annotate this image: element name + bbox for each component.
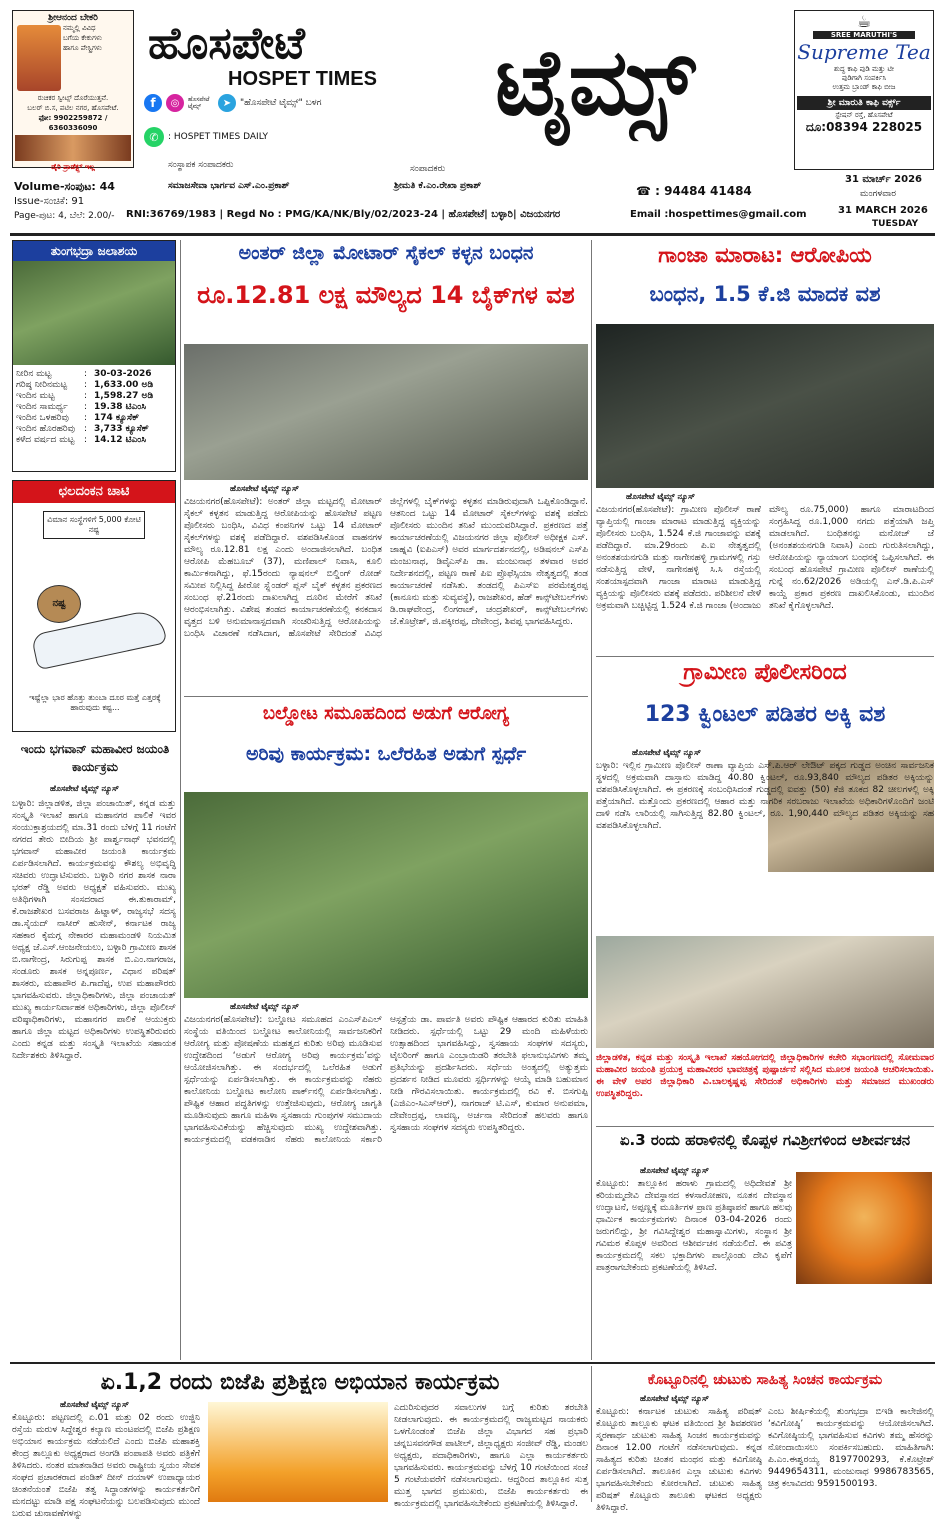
balldota-byline: ಹೊಸಪೇಟೆ ಟೈಮ್ಸ್ ನ್ಯೂಸ್ [230,1002,299,1011]
haralihalli-body: ಕೊಟ್ಟೂರು: ತಾಲ್ಲೂಕಿನ ಹರಾಳು ಗ್ರಾಮದಲ್ಲಿ ಅಧಿದೇವತೆ ಶ್ರೀ ಕರಿಯಮ್ಮದೇವಿ ದೇವಸ್ಥಾನದ ಕಳಸಾರೋಹಣ, ನೂತನ ದೇವಸ್ಥಾನ ಉದ್ಘಾಟನೆ, ಅಪ್ಪಣ್ಣಕ್ಕೆ ಮೂರ್ತಿಗಳ ಪ್ರಾಣ ಪ್ರತಿಷ್ಠಾಪನೆ ಹಾಗೂ ಹಲವು ಧಾರ್ಮಿಕ ಕಾರ್ಯಕ್ರಮಗಳು ದಿನಾಂಕ 03-04-2026 ರಂದು ಜರುಗಲಿದ್ದು, ಶ್ರೀ ಗವಿಸಿದ್ದೇಶ್ವರ ಮಹಾಸ್ವಾಮಿಗಳು, ಸಂಸ್ಥಾನ ಶ್ರೀ ಗವಿಮಠ ಕೊಪ್ಪಳ ಅವರಿಂದ ಆಶೀರ್ವಚನ ನಡೆಯಲಿದೆ. ಈ ಪವಿತ್ರ ಕಾರ್ಯಕ್ರಮದಲ್ಲಿ ಸಕಲ ಭಕ್ತಾದಿಗಳು ಪಾಲ್ಗೊಂಡು ದೇವಿ ಕೃಪೆಗೆ ಪಾತ್ರರಾಗಬೇಕೆಂದು ಪ್ರಕಟಣೆಯಲ್ಲಿ ತಿಳಿಸಿದೆ. [596,1179,792,1273]
cartoon-bag: ನಷ್ಟ [37,585,81,623]
bakery-ad-phone: ಫೋ: 9902259872 / 6360336090 [38,114,108,132]
balldota-photo [184,792,588,998]
balldota-headline-1: ಬಲ್ಡೋಟ ಸಮೂಹದಿಂದ ಅಡುಗೆ ಆರೋಗ್ಯ [262,703,510,724]
dam-row: ಇಂದಿನ ಹೊರಹರಿವು : 3,733 ಕ್ಯೂಸೆಕ್ [16,424,149,434]
jayanti-rule [596,1126,934,1127]
bjp-body-right: ಎದುರಿಸುವುದರ ಸವಾಲುಗಳ ಬಗ್ಗೆ ಕುರಿತು ತರಬೇತಿ ನೀಡಲಾಗುವುದು. ಈ ಕಾರ್ಯಕ್ರಮದಲ್ಲಿ ರಾಜ್ಯಮಟ್ಟದ ನಾಯಕರು ಒಳಗೊಂಡಂತೆ ಬಿಜೆಪಿ ಜಿಲ್ಲಾ ವಿಭಾಗದ ಸಹ ಪ್ರಭಾರಿ ಚನ್ನಬಸವನಗೌಡ ಪಾಟೀಲ್, ಜಿಲ್ಲಾಧ್ಯಕ್ಷರು ಸಂಜೀವ್ ರೆಡ್ಡಿ, ಮಂಡಲ ಅಧ್ಯಕ್ಷರು, ಪದಾಧಿಕಾರಿಗಳು, ಹಾಗೂ ಎಲ್ಲಾ ಕಾರ್ಯಕರ್ತರು ಭಾಗವಹಿಸುವರು. ಕಾರ್ಯಕ್ರಮವನ್ನು ಬೆಳಗ್ಗೆ 10 ಗಂಟೆಯಿಂದ ಸಂಜೆ 5 ಗಂಟೆಯವರೆಗೆ ನಡೆಸಲಾಗುವುದು. ಆದ್ದರಿಂದ ತಾಲ್ಲೂಕಿನ ಸುತ್ತ ಮುತ್ತ ಭಾಗದ ಪ್ರಮುಖರು, ಬಿಜೆಪಿ ಕಾರ್ಯಕರ್ತರು ಈ ಕಾರ್ಯಕ್ರಮದಲ್ಲಿ ಭಾಗವಹಿಸಬೇಕೆಂದು ಪ್ರಕಟಣೆಯಲ್ಲಿ ತಿಳಿಸಿದ್ದಾರೆ. [394,1403,588,1509]
cartoon-caption: ಇಷ್ಟೆಲ್ಲಾ ಭಾರ ಹೊತ್ತು ತುಂಬಾ ದೂರ ಮತ್ತೆ ಎತ್ತರಕ್ಕೆ ಹಾರುವುದು ಕಷ್ಟ... [29,693,161,712]
bike-body: ವಿಜಯನಗರ(ಹೊಸಪೇಟೆ): ಅಂತರ್ ಜಿಲ್ಲಾ ಮಟ್ಟದಲ್ಲಿ ಮೋಟಾರ್ ಸೈಕಲ್ ಕಳ್ಳತನ ಮಾಡುತ್ತಿದ್ದ ಆರೋಪಿಯನ್ನು ಹೊಸಪೇಟೆ ಪಟ್ಟಣ ಪೊಲೀಸರು ಬಂಧಿಸಿ, ವಿವಿಧ ಕಂಪನಿಗಳ ಒಟ್ಟು 14 ಮೋಟಾರ್ ಸೈಕಲ್‌ಗಳನ್ನು ವಶಕ್ಕೆ ಪಡೆದಿದ್ದಾರೆ. ವಶಪಡಿಸಿಕೊಂಡ ವಾಹನಗಳ ಮೌಲ್ಯ ರೂ.12.81 ಲಕ್ಷ ಎಂದು ಅಂದಾಜಿಸಲಾಗಿದೆ. ಬಂಧಿತ ಆರೋಪಿ ಮೆಹಬೂಬ್ (37), ಮಣಿಪಾಲ್ ನಿವಾಸಿ, ಕೂಲಿ ಕಾರ್ಮಿಕನಾಗಿದ್ದು, ಫೆ.15ರಂದು ನ್ಯಾಷನಲ್ ಬಿಲ್ಡಿಂಗ್ ರೋಡ್ ಸಮೀಪ ನಿಲ್ಲಿಸಿದ್ದ ಹೀರೋ ಸ್ಪ್ಲೆಂಡರ್ ಪ್ಲಸ್ ಬೈಕ್ ಕಳ್ಳತನ ಪ್ರಕರಣದ ಸಂಬಂಧ ಫೆ.21ರಂದು ದಾಖಲಾಗಿದ್ದ ದೂರಿನ ಮೇರೆಗೆ ತನಿಖೆ ಆರಂಭಿಸಲಾಗಿತ್ತು. ವಿಶೇಷ ತಂಡದ ಕಾರ್ಯಾಚರಣೆಯಲ್ಲಿ ಕನಕದಾಸ ವೃತ್ತದ ಬಳಿ ಅನುಮಾನಾಸ್ಪದವಾಗಿ ಸಂಚರಿಸುತ್ತಿದ್ದ ಆರೋಪಿಯನ್ನು ಬಂಧಿಸಿ ವಿಚಾರಣೆ ನಡೆಸಿದಾಗ, ಹೊಸಪೇಟೆ ಸೇರಿದಂತೆ ವಿವಿಧ ಜಿಲ್ಲೆಗಳಲ್ಲಿ ಬೈಕ್‌ಗಳನ್ನು ಕಳ್ಳತನ ಮಾಡಿರುವುದಾಗಿ ಒಪ್ಪಿಕೊಂಡಿದ್ದಾನೆ. ಆತನಿಂದ ಒಟ್ಟು 14 ಮೋಟಾರ್ ಸೈಕಲ್‌ಗಳನ್ನು ವಶಕ್ಕೆ ಪಡೆದು ಪೊಲೀಸರು ಮುಂದಿನ ತನಿಖೆ ಮುಂದುವರಿಸಿದ್ದಾರೆ. ಪ್ರಕರಣದ ಪತ್ತೆ ಕಾರ್ಯಾಚರಣೆಯಲ್ಲಿ ವಿಜಯನಗರ ಜಿಲ್ಲಾ ಪೊಲೀಸ್ ಅಧೀಕ್ಷಕ ಎಸ್. ಜಾಹ್ನವಿ (ಐಪಿಎಸ್) ಅವರ ಮಾರ್ಗದರ್ಶನದಲ್ಲಿ, ಅಡಿಷನಲ್ ಎಸ್‌ಪಿ ಮಂಜುನಾಥ, ಡಿವೈಎಸ್‌ಪಿ ಡಾ. ಮಂಜುನಾಥ ತಳವಾರ ಅವರ ನಿರ್ದೇಶನದಲ್ಲಿ, ಪಟ್ಟಣ ಠಾಣೆ ಪಿಐ ಪ್ರೊಫೆಸ್ಸಿಯಾ ನೇತೃತ್ವದಲ್ಲಿ ತಂಡ ಕಾರ್ಯಾಚರಣೆ ನಡೆಸಿತು. ತಂಡದಲ್ಲಿ ಪಿಎಸ್‌ಐ ಪರಮೇಶ್ವರಪ್ಪ (ಕಾನೂನು ಮತ್ತು ಸುವ್ಯವಸ್ಥೆ), ರಾಜಶೇಖರ, ಹೆಡ್ ಕಾನ್ಸ್‌ಟೇಬಲ್‌ಗಳು ಡಿ.ರಾಘವೇಂದ್ರ, ಲಿಂಗರಾಜ್, ಚಂದ್ರಶೇಖರ್, ಕಾನ್ಸ್‌ಟೇಬಲ್‌ಗಳು ಜೆ.ಕೊಟ್ರೇಶ್, ಜಿ.ಪಕ್ಕೀರಪ್ಪ, ದೇವೇಂದ್ರ, ಶಿವಪ್ಪ ಭಾಗವಹಿಸಿದ್ದರು. [184,497,588,639]
issue-pages: Page-ಪುಟ: 4, ಬೆಲೆ: 2.00/- [14,211,115,221]
cake-image [17,25,61,91]
editor-name: ಶ್ರೀಮತಿ ಕೆ.ಎಂ.ರೇಖಾ ಪ್ರಕಾಶ್ [394,181,482,191]
bakery-ad-line: ಡೈರಿ ಪ್ರಾಡೆಕ್ಟ್ಸ್ ಇಲ್ಲ [51,163,95,171]
bjp-headline: ಏ.1,2 ರಂದು ಬಿಜೆಪಿ ಪ್ರಶಿಕ್ಷಣ ಅಭಿಯಾನ ಕಾರ್ಯಕ್ರಮ [100,1370,500,1395]
registration-line: RNI:36769/1983 | Regd No : PMG/KA/NK/Bly/02/2023-24 | ಹೊಸಪೇಟೆ| ಬಳ್ಳಾರಿ| ವಿಜಯನಗರ [126,209,561,220]
bjp-byline: ಹೊಸಪೇಟೆ ಟೈಮ್ಸ್ ನ್ಯೂಸ್ [60,1400,129,1409]
haralihalli-headline: ಏ.3 ರಂದು ಹರಾಳಿನಲ್ಲಿ ಕೊಪ್ಪಳ ಗವಿಶ್ರೀಗಳಿಂದ ಆಶೀರ್ವಚನ [619,1131,911,1149]
dam-row: ಇಂದಿನ ಸಾಮರ್ಥ್ಯ : 19.38 ಟಿಎಂಸಿ [16,402,147,412]
phone-number[interactable]: ☎ : 94484 41484 [636,184,752,198]
dam-table [13,365,175,450]
bike-byline: ಹೊಸಪೇಟೆ ಟೈಮ್ಸ್ ನ್ಯೂಸ್ [230,484,299,493]
issue-number: Issue-ಸಂಚಿಕೆ: 91 [14,196,85,207]
dam-photo [13,261,175,365]
date-english: 31 MARCH 2026 [838,205,928,216]
tea-company: ಶ್ರೀ ಮಾರುತಿ ಕಾಫಿ ವರ್ಕ್ಸ್ [797,96,931,110]
ganja-rule [596,656,934,657]
whatsapp-label: : HOSPET TIMES DAILY [168,132,269,142]
tea-brand: Supreme Tea [797,40,931,64]
ganja-headline-2: ಬಂಧನ, 1.5 ಕೆ.ಜಿ ಮಾದಕ ವಶ [649,282,881,306]
mahaveer-body: ಬಳ್ಳಾರಿ: ಜಿಲ್ಲಾಡಳಿತ, ಜಿಲ್ಲಾ ಪಂಚಾಯಿತ್, ಕನ್ನಡ ಮತ್ತು ಸಂಸ್ಕೃತಿ ಇಲಾಖೆ ಹಾಗೂ ಮಹಾನಗರ ಪಾಲಿಕೆ ಇವರ ಸಂಯುಕ್ತಾಶ್ರಯದಲ್ಲಿ ಮಾ.31 ರಂದು ಬೆಳಗ್ಗೆ 11 ಗಂಟೆಗೆ ನಗರದ ತೇರು ಬೀದಿಯ ಶ್ರೀ ಪಾರ್ಶ್ವನಾಥ್ ಭವನದಲ್ಲಿ ಭಗವಾನ್ ಮಹಾವೀರ ಜಯಂತಿ ಕಾರ್ಯಕ್ರಮ ಏರ್ಪಡಿಸಲಾಗಿದೆ. ಕಾರ್ಯಕ್ರಮವನ್ನು ಕೌಶಲ್ಯ ಅಭಿವೃದ್ಧಿ ಸಚಿವರು ಉದ್ಘಾಟಿಸುವರು. ಬಳ್ಳಾರಿ ನಗರ ಶಾಸಕ ನಾರಾ ಭರತ್ ರೆಡ್ಡಿ ಅವರು ಅಧ್ಯಕ್ಷತೆ ವಹಿಸುವರು. ಮುಖ್ಯ ಅತಿಥಿಗಳಾಗಿ ಸಂಸದರಾದ ಈ.ತುಕಾರಾಮ್, ಕೆ.ರಾಜಶೇಖರ ಬಸವರಾಜ ಹಿಟ್ನಾಳ್, ರಾಜ್ಯಸಭೆ ಸದಸ್ಯ ಡಾ.ಸೈಯದ್ ನಾಸೀರ್ ಹುಸೇನ್, ಕರ್ನಾಟಕ ರಾಜ್ಯ ಸಹಕಾರ ಕೈಮಗ್ಗ ನೇಕಾರರ ಮಹಾಮಂಡಳಿ ನಿಯಮಿತ ಅಧ್ಯಕ್ಷ ಜೆ.ಎಸ್.ಆಂಜನೇಯಲು, ಬಳ್ಳಾರಿ ಗ್ರಾಮೀಣ ಶಾಸಕ ಬಿ.ನಾಗೇಂದ್ರ, ಸಿರುಗುಪ್ಪ ಶಾಸಕ ಬಿ.ಎಂ.ನಾಗರಾಜ, ಸಂಡೂರು ಶಾಸಕ ಅನ್ನಪೂರ್ಣ, ವಿಧಾನ ಪರಿಷತ್ ಶಾಸಕರು, ಮಹಾಪೌರ ಪಿ.ಗಾದೆಪ್ಪ, ಉಪ ಮಹಾಪೌರರು ಭಾಗವಹಿಸುವರು. ಜಿಲ್ಲಾಧಿಕಾರಿಗಳು, ಜಿಲ್ಲಾ ಪಂಚಾಯತ್ ಮುಖ್ಯ ಕಾರ್ಯನಿರ್ವಾಹಕ ಅಧಿಕಾರಿಗಳು, ಜಿಲ್ಲಾ ಪೊಲೀಸ್ ವರಿಷ್ಠಾಧಿಕಾರಿಗಳು, ಮಹಾನಗರ ಪಾಲಿಕೆ ಆಯುಕ್ತರು ಹಾಗೂ ಜಿಲ್ಲಾ ಮಟ್ಟದ ಅಧಿಕಾರಿಗಳು ಉಪಸ್ಥಿತರಿರುವರು ಎಂದು ಕನ್ನಡ ಮತ್ತು ಸಂಸ್ಕೃತಿ ಇಲಾಖೆಯ ಸಹಾಯಕ ನಿರ್ದೇಶಕರು ತಿಳಿಸಿದ್ದಾರೆ. [12,799,176,1061]
dam-row: ನೀರಿನ ಮಟ್ಟ : 30-03-2026 [16,369,152,379]
cartoon-box [12,480,176,732]
bike-headline-2: ರೂ.12.81 ಲಕ್ಷ ಮೌಲ್ಯದ 14 ಬೈಕ್‌ಗಳ ವಶ [197,281,575,309]
masthead-rule [10,233,935,236]
rice-byline: ಹೊಸಪೇಟೆ ಟೈಮ್ಸ್ ನ್ಯೂಸ್ [632,748,701,757]
haralihalli-byline: ಹೊಸಪೇಟೆ ಟೈಮ್ಸ್ ನ್ಯೂಸ್ [640,1166,709,1175]
masthead-title-right: ಟೈಮ್ಸ್ [495,28,695,136]
tea-ad[interactable] [794,10,934,170]
founder-label: ಸಂಸ್ಥಾಪಕ ಸಂಪಾದಕರು [168,160,234,170]
dam-title: ತುಂಗಭದ್ರಾ ಜಲಾಶಯ [13,241,175,261]
bakery-ad[interactable] [12,10,134,171]
rice-headline-2: 123 ಕ್ವಿಂಟಲ್ ಪಡಿತರ ಅಕ್ಕಿ ವಶ [644,702,886,727]
dam-row: ಗರಿಷ್ಠ ನೀರಿನಮಟ್ಟ : 1,633.00 ಅಡಿ [16,380,154,390]
bjp-person-photo [208,1402,388,1502]
tea-phone: ದೂ:08394 228025 [805,120,923,134]
sahitya-body-right: ಎಂಬ ಶೀರ್ಷಿಕೆಯಲ್ಲಿ ತುಂಗಭದ್ರಾ ಬಿಇಡಿ ಕಾಲೇಜಿನಲ್ಲಿ ‘ಕವಿಗೋಷ್ಠಿ’ ಕಾರ್ಯಕ್ರಮವನ್ನು ಆಯೋಜಿಸಲಾಗಿದೆ. ಕವಿಗೋಷ್ಠಿಯಲ್ಲಿ ಭಾಗವಹಿಸುವ ಕವಿಗಳು ತಮ್ಮ ಹೆಸರನ್ನು ನೋಂದಾಯಿಸಲು ಸಂಪರ್ಕಿಸಬಹುದು. ಮಾಹಿತಿಗಾಗಿ: ಪಿ.ಎಂ.ಈಶ್ವರಯ್ಯ 8197700293, ಕೆ.ಕೊಟ್ರೇಶ್ 9449654311, ಮಂಜುನಾಥ 9986783565, ಚಿತ್ರ ಕಲಾವಿದರು 9591500193. [768,1407,934,1489]
bike-photo [184,344,588,480]
bakery-ad-line: ರುಚಿಕರ ಸ್ವೀಟ್ಸ್ ದೊರೆಯುತ್ತವೆ. [37,94,109,102]
rice-headline-1: ಗ್ರಾಮೀಣ ಪೊಲೀಸರಿಂದ [683,660,847,685]
bakery-ad-line: ಶ್ರೀಆನಂದ ಬೇಕರಿ [48,13,98,23]
social-badge: ಹೊಸಪೇಟೆ ಟೈಮ್ಸ್ [188,96,210,110]
social-handle: "ಹೊಸಪೇಟೆ ಟೈಮ್ಸ್" ಬಳಗ [240,98,322,108]
dam-box [12,240,176,472]
bottom-column-rule [591,1366,592,1502]
masthead-title-english: HOSPET TIMES [228,68,377,90]
balldota-headline-2: ಅರಿವು ಕಾರ್ಯಕ್ರಮ: ಒಲೆರಹಿತ ಅಡುಗೆ ಸ್ಪರ್ಧೆ [245,743,527,765]
bakery-ad-line: ನಮ್ಮಲ್ಲಿ ವಿವಿಧ [63,24,96,32]
facebook-icon[interactable]: f [144,94,162,112]
bakery-ad-line: ಬಲರ್‌ ಬಿ.ಸ, ಪಟಿಲ ನಗರ, ಹೊಸಪೇಟೆ. [27,104,119,112]
rice-body: ಬಳ್ಳಾರಿ: ಇಲ್ಲಿನ ಗ್ರಾಮೀಣ ಪೊಲೀಸ್ ಠಾಣಾ ವ್ಯಾಪ್ತಿಯ ಎಸ್.ಪಿ.ಆರ್ ಲೇಔಟ್ ಪಕ್ಕದ ಗುಡ್ಡದ ಅಂಚಿನ ಸಾರ್ವಜನಿಕ ಸ್ಥಳದಲ್ಲಿ ಅಕ್ರಮವಾಗಿ ದಾಸ್ತಾನು ಮಾಡಿದ್ದ 40.80 ಕ್ವಿಂಟಲ್, ರೂ.93,840 ಮೌಲ್ಯದ ಪಡಿತರ ಅಕ್ಕಿಯನ್ನು ವಶಪಡಿಸಿಕೊಳ್ಳಲಾಗಿದೆ. ಈ ಪ್ರಕರಣಕ್ಕೆ ಸಂಬಂಧಿಸಿದಂತೆ ಗುಡ್ಡದಲ್ಲಿ ಐವತ್ತು (50) ಕೆಜಿ ತೂಕದ 82 ಚೀಲಗಳಲ್ಲಿ ಅಕ್ಕಿ ಪತ್ತೆಯಾಗಿದೆ. ಮತ್ತೊಂದು ಪ್ರಕರಣದಲ್ಲಿ ಆಹಾರ ಮತ್ತು ನಾಗರಿಕ ಸರಬರಾಜು ಇಲಾಖೆಯ ಅಧಿಕಾರಿಗಳೊಂದಿಗೆ ಜಂಟಿ ದಾಳಿ ನಡೆಸಿ ಲಾರಿಯಲ್ಲಿ ಸಾಗಿಸುತ್ತಿದ್ದ 82.80 ಕ್ವಿಂಟಲ್, ರೂ. 1,90,440 ಮೌಲ್ಯದ ಪಡಿತರ ಅಕ್ಕಿಯನ್ನು ಸಹ ವಶಪಡಿಸಿಕೊಳ್ಳಲಾಗಿದೆ. [596,761,934,831]
tea-ad-line: ಉತ್ತಮ ಬ್ರಾಂಡ್ ಕಾಫಿ ಬೀಜ [832,83,896,91]
masthead-title-left: ಹೊಸಪೇಟೆ [148,18,305,69]
day-english: TUESDAY [872,219,919,229]
date-kannada: 31 ಮಾರ್ಚ್ 2026 [845,174,923,185]
editor-label: ಸಂಪಾದಕರು [410,164,446,174]
ganja-body: ವಿಜಯನಗರ(ಹೊಸಪೇಟೆ): ಗ್ರಾಮೀಣ ಪೊಲೀಸ್ ಠಾಣೆ ವ್ಯಾಪ್ತಿಯಲ್ಲಿ ಗಾಂಜಾ ಮಾರಾಟ ಮಾಡುತ್ತಿದ್ದ ವ್ಯಕ್ತಿಯನ್ನು ಪೊಲೀಸರು ಬಂಧಿಸಿ, 1.524 ಕೆ.ಜಿ ಗಾಂಜಾವನ್ನು ವಶಕ್ಕೆ ಪಡೆದಿದ್ದಾರೆ. ಮಾ.29ರಂದು ಪಿ.ಐ ನೇತೃತ್ವದಲ್ಲಿ ಅನಂತಶಯನಗುಡಿ ಮತ್ತು ನಾಗೇನಹಳ್ಳಿ ಗ್ರಾಮಗಳಲ್ಲಿ ಗಸ್ತು ನಡೆಸುತ್ತಿದ್ದ ವೇಳೆ, ನಾಗೇನಹಳ್ಳಿ ಸಿ.ಸಿ ರಸ್ತೆಯಲ್ಲಿ ಸಂಶಯಾಸ್ಪದವಾಗಿ ಗಾಂಜಾ ಮಾರಾಟ ಮಾಡುತ್ತಿದ್ದ ವ್ಯಕ್ತಿಯನ್ನು ಪೊಲೀಸರು ವಶಕ್ಕೆ ಪಡೆದರು. ಪರಿಶೀಲನೆ ವೇಳೆ ಅಕ್ರಮವಾಗಿ ಬಚ್ಚಿಟ್ಟಿದ್ದ 1.524 ಕೆ.ಜಿ ಗಾಂಜಾ (ಅಂದಾಜು ಮೌಲ್ಯ ರೂ.75,000) ಹಾಗೂ ಮಾರಾಟದಿಂದ ಸಂಗ್ರಹಿಸಿದ್ದ ರೂ.1,000 ನಗದು ಪತ್ತೆಯಾಗಿ ಜಪ್ತಿ ಮಾಡಲಾಗಿದೆ. ಬಂಧಿತನನ್ನು ಮನೋಜ್ ಜೆ (ಅನಂತಶಯನಗುಡಿ ನಿವಾಸಿ) ಎಂದು ಗುರುತಿಸಲಾಗಿದ್ದು, ಆರೋಪಿಯನ್ನು ನ್ಯಾಯಾಂಗ ಬಂಧನಕ್ಕೆ ಒಪ್ಪಿಸಲಾಗಿದೆ. ಈ ಸಂಬಂಧ ಹೊಸಪೇಟೆ ಗ್ರಾಮೀಣ ಪೊಲೀಸ್ ಠಾಣೆಯಲ್ಲಿ ಗುನ್ನೆ ನಂ.62/2026 ಅಡಿಯಲ್ಲಿ ಎನ್.ಡಿ.ಪಿ.ಎಸ್ ಕಾಯ್ದೆ ಪ್ರಕಾರ ಪ್ರಕರಣ ದಾಖಲಿಸಿಕೊಂಡು, ಮುಂದಿನ ತನಿಖೆ ಕೈಗೊಳ್ಳಲಾಗಿದೆ. [596,505,934,611]
tea-cup-icon: ☕ [856,12,872,31]
swamiji-photo [796,1172,932,1284]
telegram-icon[interactable]: ➤ [218,94,236,112]
tea-ad-line: ಶುದ್ಧ ಕಾಫಿ ಪುಡಿ ಮತ್ತು ಟೀ [833,65,895,73]
cartoon-sign: ವಿಮಾನ ಸಂಸ್ಥೆಗಳಿಗೆ 5,000 ಕೋಟಿ ನಷ್ಟ [43,511,145,539]
cake-strip-image [15,135,131,161]
ganja-photo [596,324,934,488]
center-column-rule [591,240,592,1360]
bottom-rule [10,1362,935,1364]
sahitya-byline: ಹೊಸಪೇಟೆ ಟೈಮ್ಸ್ ನ್ಯೂಸ್ [640,1394,709,1403]
instagram-icon[interactable]: ◎ [166,94,184,112]
day-kannada: ಮಂಗಳವಾರ [860,189,897,199]
ganja-headline-1: ಗಾಂಜಾ ಮಾರಾಟ: ಆರೋಪಿಯ [658,243,872,267]
bjp-body-left: ಕೊಟ್ಟೂರು: ಪಟ್ಟಣದಲ್ಲಿ ಏ.01 ಮತ್ತು 02 ರಂದು ಉಜ್ಜಿನಿ ರಸ್ತೆಯ ಮರುಳ ಸಿದ್ದೇಶ್ವರ ಕಲ್ಯಾಣ ಮಂಟಪದಲ್ಲಿ ಬಿಜೆಪಿ ಪ್ರಶಿಕ್ಷಣ ಅಭಿಯಾನ ಕಾರ್ಯಕ್ರಮ ನಡೆಯಲಿದೆ ಎಂದು ಬಿಜೆಪಿ ಮಹಾಶಕ್ತಿ ಕೇಂದ್ರ ತಾಲ್ಲೂಕು ಅಧ್ಯಕ್ಷರಾದ ಅಂಗಡಿ ಪಂಪಾಪತಿ ಅವರು ಪತ್ರಿಕೆಗೆ ತಿಳಿಸಿದರು. ನಂತರ ಮಾತನಾಡಿದ ಅವರು ರಾಷ್ಟ್ರೀಯ ಸ್ವಯಂ ಸೇವಕ ಸಂಘದ ಪ್ರಚಾರಕರಾದ ಪಂಡಿತ್ ದೀನ್ ದಯಾಳ್ ಉಪಾಧ್ಯಾಯರ ಚಿಂತನೆಯಂತೆ ಬಿಜೆಪಿ ತತ್ವ ಸಿದ್ಧಾಂತಗಳನ್ನು ಕಾರ್ಯಕರ್ತರಿಗೆ ಮನದಟ್ಟು ಮಾಡಿ ಪಕ್ಷ ಸಂಘಟನೆಯನ್ನು ಬಲಪಡಿಸುವುದು ಮುಂದೆ ಬರುವ ಚುನಾವಣೆಗಳನ್ನು [12,1413,200,1519]
issue-volume: Volume-ಸಂಪುಟ: 44 [14,180,115,193]
bike-rule [184,696,588,697]
dam-row: ಇಂದಿನ ಮಟ್ಟ : 1,598.27 ಅಡಿ [16,391,154,401]
ganja-byline: ಹೊಸಪೇಟೆ ಟೈಮ್ಸ್ ನ್ಯೂಸ್ [626,492,695,501]
mahaveer-byline: ಹೊಸಪೇಟೆ ಟೈಮ್ಸ್ ನ್ಯೂಸ್ [50,784,119,793]
tea-address: ಸ್ಟೇಷನ್ ರಸ್ತೆ, ಹೊಸಪೇಟೆ [835,111,893,119]
email-link[interactable]: Email :hospettimes@gmail.com [630,209,807,220]
whatsapp-icon[interactable]: ✆ [144,127,164,147]
founder-name: ಸಮಾಜಸೇವಾ ಭಾರ್ಗವ ಎಸ್.ಎಂ.ಪ್ರಕಾಶ್ [168,181,290,191]
tea-brand-small: SREE MARUTHI'S [813,31,915,39]
left-column-rule [180,240,181,1360]
sahitya-body-left: ಕೊಟ್ಟೂರು: ಕರ್ನಾಟಕ ಚುಟುಕು ಸಾಹಿತ್ಯ ಪರಿಷತ್ ಕೊಟ್ಟೂರು ತಾಲ್ಲೂಕು ಘಟಕ ವತಿಯಿಂದ ಶ್ರೀ ಶಿವಶರಣರ ಸ್ಮರಣಾರ್ಥ ಚುಟುಕು ಸಾಹಿತ್ಯ ಸಿಂಚನ ಕಾರ್ಯಕ್ರಮವನ್ನು ದಿನಾಂಕ 12.00 ಗಂಟೆಗೆ ನಡೆಸಲಾಗುವುದು. ಕನ್ನಡ ಸಾಹಿತ್ಯದ ಕುರಿತು ಚಿಂತನ ಮಂಥನ ಮತ್ತು ಕವಿಗೋಷ್ಠಿ ಏರ್ಪಡಿಸಲಾಗಿದೆ. ತಾಲೂಕಿನ ಎಲ್ಲಾ ಚುಟುಕು ಕವಿಗಳು ಭಾಗವಹಿಸಬೇಕೆಂದು ಕೋರಲಾಗಿದೆ. ಚುಟುಕು ಸಾಹಿತ್ಯ ಪರಿಷತ್ ಕೊಟ್ಟೂರು ತಾಲೂಕು ಘಟಕದ ಅಧ್ಯಕ್ಷರು ತಿಳಿಸಿದ್ದಾರೆ. [596,1407,762,1513]
sahitya-headline: ಕೊಟ್ಟೂರಿನಲ್ಲಿ ಚುಟುಕು ಸಾಹಿತ್ಯ ಸಿಂಚನ ಕಾರ್ಯಕ್ರಮ [647,1372,883,1388]
jayanti-caption: ಜಿಲ್ಲಾಡಳಿತ, ಕನ್ನಡ ಮತ್ತು ಸಂಸ್ಕೃತಿ ಇಲಾಖೆ ಸಹಯೋಗದಲ್ಲಿ ಜಿಲ್ಲಾಧಿಕಾರಿಗಳ ಕಚೇರಿ ಸಭಾಂಗಣದಲ್ಲಿ ಸೋಮವಾರ ಮಹಾವೀರ ಜಯಂತಿ ಪ್ರಯುಕ್ತ ಮಹಾವೀರರ ಭಾವಚಿತ್ರಕ್ಕೆ ಪುಷ್ಪಾರ್ಚನೆ ಸಲ್ಲಿಸಿದ ಮೂಲಕ ಜಯಂತಿ ಆಚರಿಸಲಾಯಿತು. ಈ ವೇಳೆ ಅಪರ ಜಿಲ್ಲಾಧಿಕಾರಿ ವಿ.ಬಾಲಕೃಷ್ಣಪ್ಪ ಸೇರಿದಂತೆ ಅಧಿಕಾರಿಗಳು ಮತ್ತು ಸಮಾಜದ ಮುಖಂಡರು ಉಪಸ್ಥಿತರಿದ್ದರು. [596,1053,934,1099]
bakery-ad-line: ಹಾಗೂ ಪೇಸ್ಟ್ರಿಗಳು [63,44,102,52]
balldota-body: ವಿಜಯನಗರ(ಹೊಸಪೇಟೆ): ಬಲ್ಡೋಟ ಸಮೂಹದ ಎಂಎಸ್‌ಪಿಎಲ್ ಸಂಸ್ಥೆಯ ವತಿಯಿಂದ ಬಲ್ಡೋಟ ಕಾಲೋನಿಯಲ್ಲಿ ಸಾರ್ವಜನಿಕರಿಗೆ ಆರೋಗ್ಯ ಮತ್ತು ಪೋಷಣೆಯ ಮಹತ್ವದ ಕುರಿತು ಅರಿವು ಮೂಡಿಸುವ ಉದ್ದೇಶದಿಂದ ‘ಅಡುಗೆ ಆರೋಗ್ಯ ಅರಿವು ಕಾರ್ಯಕ್ರಮ’ವನ್ನು ಆಯೋಜಿಸಲಾಗಿತ್ತು. ಈ ಸಂದರ್ಭದಲ್ಲಿ ಒಲೆರಹಿತ ಅಡುಗೆ ಸ್ಪರ್ಧೆಯನ್ನು ಏರ್ಪಡಿಸಲಾಗಿತ್ತು. ಈ ಕಾರ್ಯಕ್ರಮವನ್ನು ನೆಹರು ಕಾಲೋನಿಯ ಬಲ್ಡೋಟ ಕಾಲೋನಿ ಪಾರ್ಕ್‌ನಲ್ಲಿ ಏರ್ಪಡಿಸಲಾಗಿತ್ತು. ಪೌಷ್ಟಿಕ ಆಹಾರ ಪದ್ಧತಿಗಳನ್ನು ಉತ್ತೇಜಿಸುವುದು, ಆರೋಗ್ಯ ಜಾಗೃತಿ ಮೂಡಿಸುವುದು ಹಾಗೂ ಮಹಿಳಾ ಸ್ವಸಹಾಯ ಗುಂಪುಗಳ ಸಮುದಾಯ ಭಾಗವಹಿಸುವಿಕೆಯನ್ನು ಹೆಚ್ಚಿಸುವುದು ಮುಖ್ಯ ಉದ್ದೇಶವಾಗಿತ್ತು. ಕಾರ್ಯಕ್ರಮದಲ್ಲಿ ವಡಕನಾಡಿನ ನೆಹರು ಕಾಲೋನಿಯ ಸರ್ಕಾರಿ ಆಸ್ಪತ್ರೆಯ ಡಾ. ಪಾರ್ವತಿ ಅವರು ಪೌಷ್ಟಿಕ ಆಹಾರದ ಕುರಿತು ಮಾಹಿತಿ ನೀಡಿದರು. ಸ್ಪರ್ಧೆಯಲ್ಲಿ ಒಟ್ಟು 29 ಮಂದಿ ಮಹಿಳೆಯರು ಉತ್ಸಾಹದಿಂದ ಭಾಗವಹಿಸಿದ್ದು, ಸ್ವಸಹಾಯ ಸಂಘಗಳ ಸದಸ್ಯರು, ಟೈಲರಿಂಗ್ ಹಾಗೂ ಎಂಬ್ರಾಯಿಡರಿ ತರಬೇತಿ ಫಲಾನುಭವಿಗಳು ತಮ್ಮ ಪ್ರತಿಭೆಯನ್ನು ಪ್ರದರ್ಶಿಸಿದರು. ಸರ್ಧೆಯ ಅಂತ್ಯದಲ್ಲಿ ಅತ್ಯುತ್ತಮ ಪ್ರದರ್ಶನ ನೀಡಿದ ಮೂವರು ಸ್ಪರ್ಧಿಗಳನ್ನು ಆಯ್ಕೆ ಮಾಡಿ ಬಹುಮಾನ ನೀಡಿ ಗೌರವಿಸಲಾಯಿತು. ಕಾರ್ಯಕ್ರಮದಲ್ಲಿ ರವಿ ಕೆ. ಬಿಸಗುಪ್ಪಿ (ಎಜಿಎಂ-ಸಿಎಸ್‌ಆರ್), ನಾಗರಾಜ್ ಟಿ.ಎಸ್, ಕುಮಾರ ಅನುಪಮಾ, ದೇವೇಂದ್ರಪ್ಪ, ಲಾವಣ್ಯ, ಅರ್ಚನಾ ಸೇರಿದಂತೆ ಹಲವರು ಹಾಗೂ ಸ್ವಸಹಾಯ ಸಂಘಗಳ ಸದಸ್ಯರು ಉಪಸ್ಥಿತರಿದ್ದರು. [184,1015,588,1145]
bakery-ad-line: ಬಗೆಯ ಕೇಕುಗಳು [63,34,102,42]
bike-headline-1: ಅಂತರ್ ಜಿಲ್ಲಾ ಮೋಟಾರ್ ಸೈಕಲ್ ಕಳ್ಳನ ಬಂಧನ [238,242,534,264]
jayanti-photo [596,936,934,1048]
mahaveer-headline: ಇಂದು ಭಗವಾನ್ ಮಹಾವೀರ ಜಯಂತಿ ಕಾರ್ಯಕ್ರಮ [20,742,170,774]
tea-ad-line: ಪುಡಿಗಾಗಿ ಸಂಪರ್ಕಿಸಿ [841,74,887,82]
cartoon-title: ಛಲದಂಕನ ಚಾಟಿ [13,481,175,503]
dam-row: ಇಂದಿನ ಒಳಹರಿವು : 174 ಕ್ಯೂಸೆಕ್ [16,413,140,423]
dam-row: ಕಳೆದ ವರ್ಷದ ಮಟ್ಟ : 14.12 ಟಿಎಂಸಿ [16,435,147,445]
